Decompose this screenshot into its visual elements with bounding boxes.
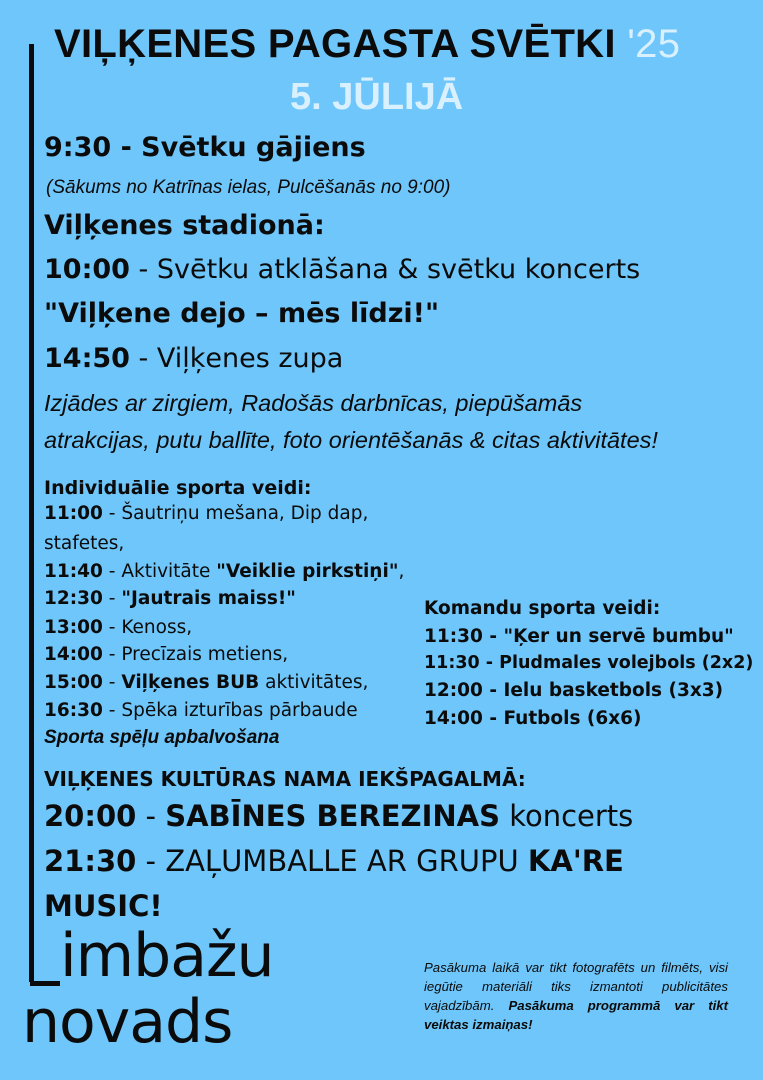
logo-l-shape [30,931,60,986]
stadium-heading: Viļķenes stadionā: [44,210,325,241]
individual-row-4: 13:00 - Kenoss, [44,617,193,638]
evening-line-2-cont: MUSIC! [44,889,163,923]
team-row-1: 11:30 - "Ķer un servē bumbu" [424,626,734,647]
team-row-2: 11:30 - Pludmales volejbols (2x2) [424,653,754,673]
team-row-4: 14:00 - Futbols (6x6) [424,708,642,729]
logo-novads: novads [22,987,233,1057]
program-line-2: 10:00 - Svētku atklāšana & svētku koncerts [44,254,641,285]
logo-limbazu: imbažu [30,926,274,986]
sports-awards: Sporta spēļu apbalvošana [44,727,280,748]
page-title: VIĻĶENES PAGASTA SVĒTKI '25 [54,22,681,66]
program-line-1-note: (Sākums no Katrīnas ielas, Pulcēšanās no 9:00) [46,177,451,198]
program-line-4: 14:50 - Viļķenes zupa [44,343,344,374]
individual-sports-heading: Individuālie sporta veidi: [44,477,312,499]
individual-row-1: 11:00 - Šautriņu mešana, Dip dap, [44,503,369,524]
individual-row-7: 16:30 - Spēka izturības pārbaude [44,700,358,721]
individual-row-1-cont: stafetes, [44,533,125,554]
activities-line-1: Izjādes ar zirgiem, Radošās darbnīcas, piepūšamās [44,390,583,416]
team-row-3: 12:00 - Ielu basketbols (3x3) [424,680,724,701]
event-date: 5. JŪLIJĀ [290,76,464,118]
individual-row-6: 15:00 - Viļķenes BUB aktivitātes, [44,672,369,693]
left-border-line [29,44,34,982]
individual-row-3: 12:30 - "Jautrais maiss!" [44,588,296,609]
evening-heading: VIĻĶENES KULTŪRAS NAMA IEKŠPAGALMĀ: [44,767,526,791]
evening-line-2: 21:30 - ZAĻUMBALLE AR GRUPU KA'RE [44,844,624,878]
evening-line-1: 20:00 - SABĪNES BEREZINAS koncerts [44,799,634,833]
title-year: '25 [627,22,681,66]
activities-line-2: atrakcijas, putu ballīte, foto orientēšanās & citas aktivitātes! [44,427,658,453]
individual-row-2: 11:40 - Aktivitāte "Veiklie pirkstiņi", [44,561,405,582]
program-line-3: "Viļķene dejo – mēs līdzi!" [44,298,440,329]
program-line-1: 9:30 - Svētku gājiens [44,132,366,163]
team-sports-heading: Komandu sporta veidi: [424,598,661,619]
individual-row-5: 14:00 - Precīzais metiens, [44,644,289,665]
disclaimer-note: Pasākuma laikā var tikt fotografēts un filmēts, visi iegūtie materiāli tiks izmantoti publicitātes vajadzībām. Pasākuma programmā var tikt veiktas izmaiņas! [424,960,728,1032]
